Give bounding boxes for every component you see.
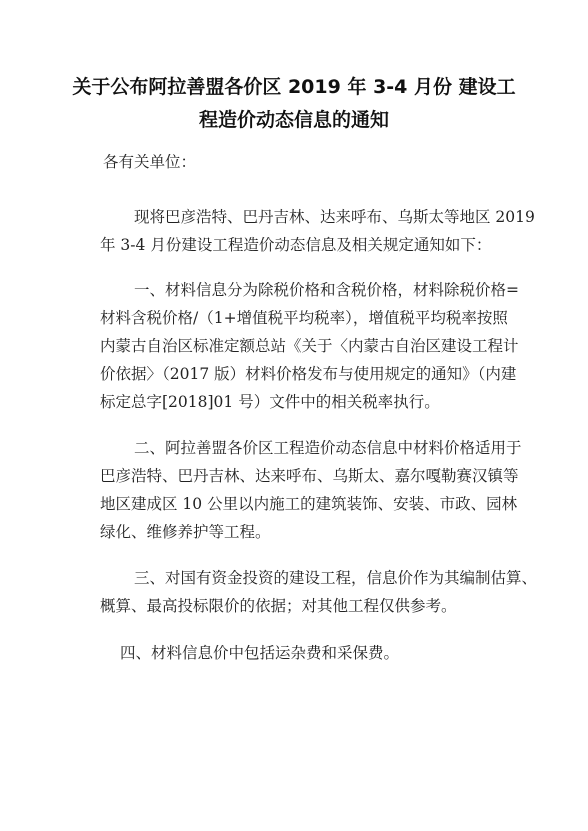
item1-line: 一、材料信息分为除税价格和含税价格，材料除税价格= (134, 281, 519, 299)
item2-line: 地区建成区 10 公里以内施工的建筑装饰、安装、市政、园林 (100, 495, 518, 513)
item3-line: 三、对国有资金投资的建设工程，信息价作为其编制估算、 (134, 569, 538, 587)
item2-line: 二、阿拉善盟各价区工程造价动态信息中材料价格适用于 (134, 439, 522, 457)
item2-line: 巴彦浩特、巴丹吉林、达来呼布、乌斯太、嘉尔嘎勒赛汉镇等 (100, 467, 519, 485)
item1-line: 价依据〉（2017 版）材料价格发布与使用规定的通知》（内建 (100, 365, 517, 383)
document-title-line-1: 关于公布阿拉善盟各价区 2019 年 3-4 月份 建设工 (72, 76, 516, 98)
item4-line: 四、材料信息价中包括运杂费和采保费。 (120, 644, 400, 662)
intro-line: 年 3-4 月份建设工程造价动态信息及相关规定通知如下： (100, 236, 492, 254)
intro-line: 现将巴彦浩特、巴丹吉林、达来呼布、乌斯太等地区 2019 (134, 208, 535, 226)
item3-line: 概算、最高投标限价的依据；对其他工程仅供参考。 (100, 597, 457, 615)
item1-line: 标定总字[2018]01 号）文件中的相关税率执行。 (100, 393, 440, 411)
salutation: 各有关单位： (103, 153, 197, 171)
item2-line: 绿化、维修养护等工程。 (100, 523, 271, 541)
item1-line: 内蒙古自治区标准定额总站《关于〈内蒙古自治区建设工程计 (100, 337, 519, 355)
item1-line: 材料含税价格/（1+增值税平均税率），增值税平均税率按照 (100, 309, 508, 327)
document-title-line-2: 程造价动态信息的通知 (198, 109, 389, 131)
